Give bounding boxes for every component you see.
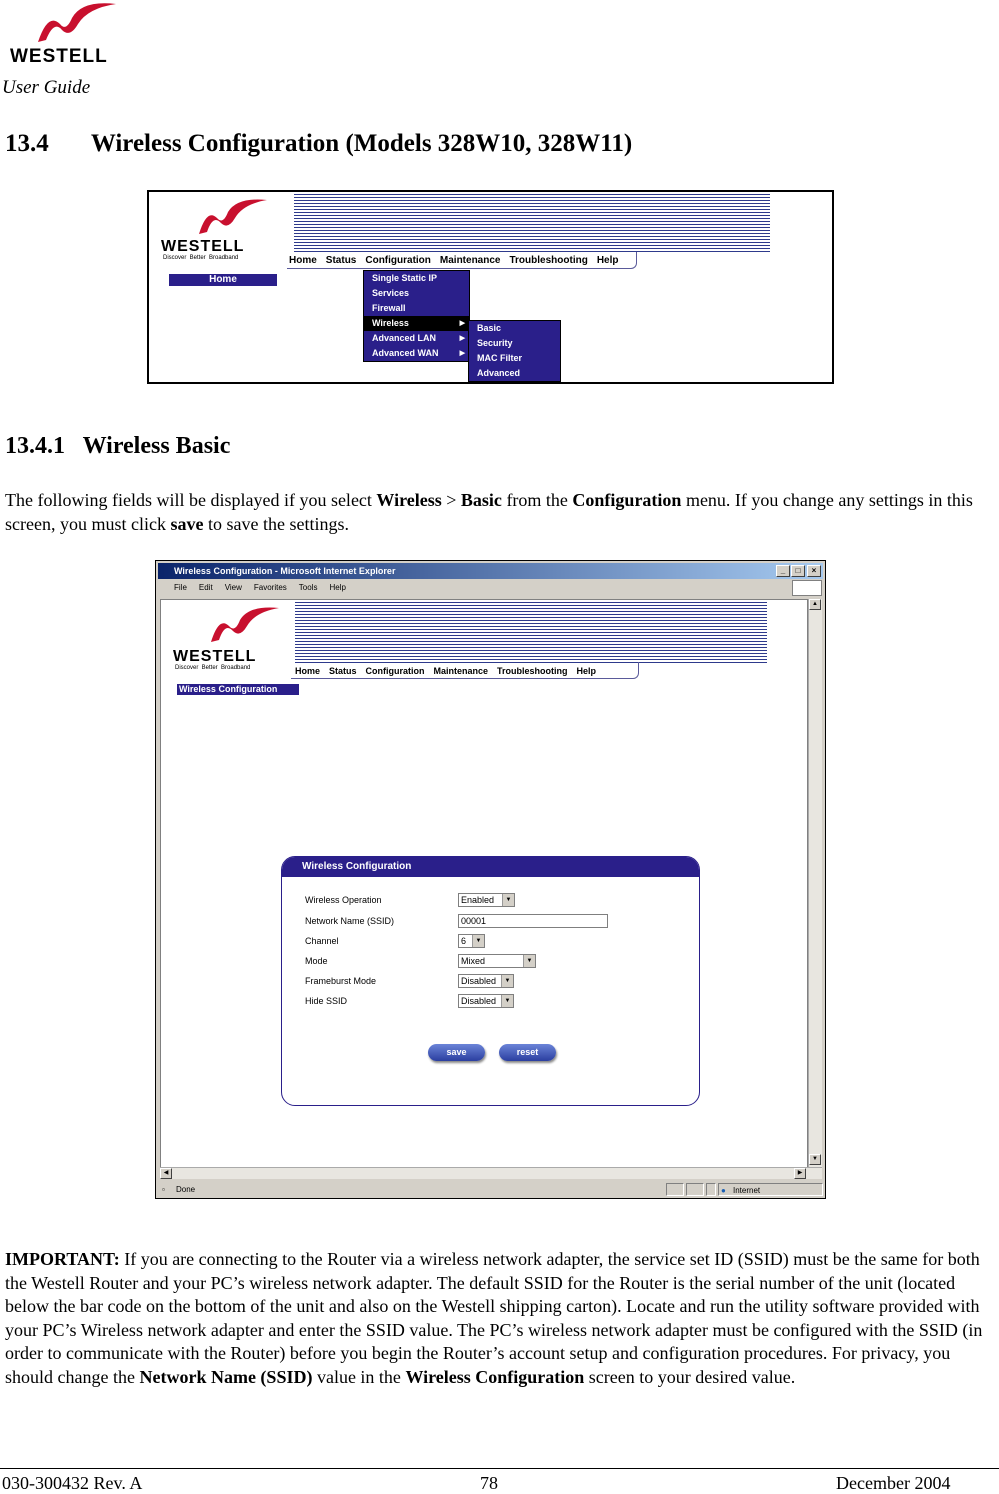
main-nav xyxy=(289,255,618,266)
menu-view[interactable]: View xyxy=(224,583,242,592)
globe-icon: ● xyxy=(721,1186,726,1195)
important-bold: Wireless Configuration xyxy=(405,1366,585,1387)
footer-rule xyxy=(0,1468,999,1469)
nav-troubleshooting[interactable]: Troubleshooting xyxy=(509,255,588,266)
footer-page-number: 78 xyxy=(480,1473,498,1493)
important-text: If you are connecting to the Router via a wireless network adapter, the service set ID (SSID) must be the same for both the Westell Router and your PC’s wireless network adapter. The default SSID for the Router is the serial number of the unit (located below the bar code on the bottom of the unit and also on the Westell shipping carton). Locate and run the utility software provided with your PC’s Wireless network adapter and enter the SSID value. The PC’s wireless network adapter must be configured with the SSID (in order to communicate with the Router) before you begin the Router’s account setup and configuration procedures. For privacy, you should change the xyxy=(5,1249,983,1387)
intro-bold: Wireless xyxy=(376,490,442,510)
select-hide-ssid[interactable] xyxy=(458,994,514,1008)
menu-edit[interactable]: Edit xyxy=(198,583,213,592)
menu-file[interactable]: File xyxy=(174,583,187,592)
zone-cell xyxy=(718,1183,823,1196)
submenu-item-security[interactable]: Security xyxy=(477,338,513,348)
select-value: Disabled xyxy=(461,996,497,1006)
select-value: Disabled xyxy=(461,976,497,986)
menu-tools[interactable]: Tools xyxy=(298,583,318,592)
windows-logo-icon xyxy=(792,580,822,596)
nav-help[interactable]: Help xyxy=(576,666,597,676)
important-text: value in the xyxy=(312,1366,406,1387)
nav-maintenance[interactable]: Maintenance xyxy=(433,666,489,676)
select-mode[interactable] xyxy=(458,954,536,968)
menu-item-firewall[interactable]: Firewall xyxy=(372,303,406,313)
scroll-up-icon[interactable]: ▲ xyxy=(809,599,821,610)
select-frameburst-mode[interactable] xyxy=(458,974,514,988)
menu-item-advanced-wan-label: Advanced WAN xyxy=(372,348,439,358)
intro-text: > xyxy=(441,490,461,510)
window-title: Wireless Configuration - Microsoft Internet Explorer xyxy=(174,566,396,576)
page-title-bar: Wireless Configuration xyxy=(177,684,299,695)
select-channel[interactable] xyxy=(458,934,485,948)
subsection-number: 13.4.1 xyxy=(5,433,65,459)
intro-text: menu. If you change any settings in this screen, you must click xyxy=(5,490,973,534)
chevron-down-icon: ▼ xyxy=(472,935,484,947)
submenu-arrow-icon: ▶ xyxy=(459,320,465,327)
menu-item-services[interactable]: Services xyxy=(372,288,410,298)
menu-item-advanced-lan[interactable] xyxy=(364,331,469,346)
intro-bold: Basic xyxy=(460,490,502,510)
zone-label: Internet xyxy=(733,1186,761,1195)
menu-item-wireless[interactable] xyxy=(364,316,469,331)
submenu-item-mac-filter[interactable]: MAC Filter xyxy=(477,353,522,363)
status-cell xyxy=(706,1183,716,1196)
browser-menu-bar xyxy=(158,580,823,596)
nav-status[interactable]: Status xyxy=(329,666,357,676)
westell-logo-text: WESTELL xyxy=(173,648,257,665)
westell-swoosh-icon xyxy=(8,2,120,48)
subsection-title: Wireless Basic xyxy=(82,433,231,459)
menu-favorites[interactable]: Favorites xyxy=(253,583,287,592)
nav-troubleshooting[interactable]: Troubleshooting xyxy=(497,666,568,676)
footer-date: December 2004 xyxy=(836,1473,951,1493)
important-text: screen to your desired value. xyxy=(584,1366,796,1387)
reset-button[interactable]: reset xyxy=(499,1044,556,1061)
intro-text: The following fields will be displayed if you select xyxy=(5,490,377,510)
select-value: 6 xyxy=(461,936,467,946)
scroll-down-icon[interactable]: ▼ xyxy=(809,1154,821,1165)
wireless-configuration-browser-screenshot xyxy=(155,560,826,1199)
status-cell xyxy=(686,1183,704,1196)
westell-swoosh-icon xyxy=(179,198,269,238)
label-hide-ssid: Hide SSID xyxy=(305,996,348,1006)
header-stripes xyxy=(294,194,770,254)
maximize-icon[interactable]: □ xyxy=(791,565,805,577)
menu-item-wireless-label: Wireless xyxy=(372,318,409,328)
westell-logo-text: WESTELL xyxy=(161,238,245,255)
submenu-item-advanced[interactable]: Advanced xyxy=(477,368,521,378)
important-paragraph xyxy=(5,1248,997,1389)
menu-item-single-static-ip[interactable]: Single Static IP xyxy=(372,273,438,283)
configuration-menu-screenshot xyxy=(147,190,834,384)
scroll-left-icon[interactable]: ◀ xyxy=(160,1168,172,1179)
chevron-down-icon: ▼ xyxy=(523,955,535,967)
input-value: 00001 xyxy=(461,916,487,926)
menu-item-advanced-wan[interactable] xyxy=(364,346,469,361)
westell-logo-text: WESTELL xyxy=(10,46,108,67)
section-title: Wireless Configuration (Models 328W10, 328W11) xyxy=(90,130,633,157)
important-bold: Network Name (SSID) xyxy=(139,1366,313,1387)
tagline: Discover Better Broadband xyxy=(163,255,239,261)
status-text: Done xyxy=(176,1185,196,1194)
intro-text: from the xyxy=(501,490,573,510)
scroll-right-icon[interactable]: ▶ xyxy=(794,1168,806,1179)
submenu-arrow-icon: ▶ xyxy=(459,350,465,357)
select-value: Enabled xyxy=(461,895,495,905)
nav-status[interactable]: Status xyxy=(325,255,357,266)
menu-item-advanced-lan-label: Advanced LAN xyxy=(372,333,437,343)
chevron-down-icon: ▼ xyxy=(502,894,514,906)
submenu-item-basic[interactable]: Basic xyxy=(477,323,502,333)
label-mode: Mode xyxy=(305,956,328,966)
important-lead: IMPORTANT: xyxy=(5,1249,120,1269)
intro-paragraph xyxy=(5,489,990,536)
running-title: User Guide xyxy=(2,77,91,98)
page-icon: ▫ xyxy=(162,1185,165,1194)
main-nav xyxy=(295,666,596,676)
select-wireless-operation[interactable] xyxy=(458,893,515,907)
chevron-down-icon: ▼ xyxy=(501,975,513,987)
input-network-name[interactable] xyxy=(458,914,608,928)
tagline: Discover Better Broadband xyxy=(175,665,251,671)
wireless-submenu xyxy=(468,320,561,382)
label-frameburst-mode: Frameburst Mode xyxy=(305,976,377,986)
status-cell xyxy=(666,1183,684,1196)
minimize-icon[interactable]: _ xyxy=(776,565,790,577)
submenu-arrow-icon: ▶ xyxy=(459,335,465,342)
browser-status-bar xyxy=(158,1182,823,1197)
panel-title: Wireless Configuration xyxy=(282,857,700,877)
chevron-down-icon: ▼ xyxy=(501,995,513,1007)
page-content xyxy=(160,599,808,1177)
header-stripes xyxy=(295,602,767,664)
nav-configuration[interactable]: Configuration xyxy=(365,255,431,266)
horizontal-scrollbar[interactable] xyxy=(160,1167,822,1179)
menu-help[interactable]: Help xyxy=(329,583,346,592)
wireless-configuration-panel xyxy=(281,856,700,1106)
nav-home[interactable]: Home xyxy=(295,666,321,676)
section-number: 13.4 xyxy=(5,130,49,157)
nav-help[interactable]: Help xyxy=(596,255,619,266)
intro-text: to save the settings. xyxy=(203,513,349,534)
label-channel: Channel xyxy=(305,936,339,946)
section-heading xyxy=(5,130,632,158)
nav-configuration[interactable]: Configuration xyxy=(365,666,425,676)
window-title-bar xyxy=(158,563,823,579)
select-value: Mixed xyxy=(461,956,486,966)
intro-bold: Configuration xyxy=(572,490,682,510)
intro-bold: save xyxy=(170,513,204,534)
label-wireless-operation: Wireless Operation xyxy=(305,895,382,905)
home-bar: Home xyxy=(169,274,277,286)
footer-doc-number: 030-300432 Rev. A xyxy=(2,1473,143,1493)
configuration-dropdown xyxy=(363,270,470,362)
close-icon[interactable]: × xyxy=(807,565,821,577)
nav-maintenance[interactable]: Maintenance xyxy=(439,255,501,266)
subsection-heading xyxy=(5,433,230,460)
nav-home[interactable]: Home xyxy=(289,255,317,266)
save-button[interactable]: save xyxy=(428,1044,485,1061)
westell-swoosh-icon xyxy=(191,606,281,646)
vertical-scrollbar[interactable] xyxy=(808,599,822,1177)
label-network-name: Network Name (SSID) xyxy=(305,916,395,926)
